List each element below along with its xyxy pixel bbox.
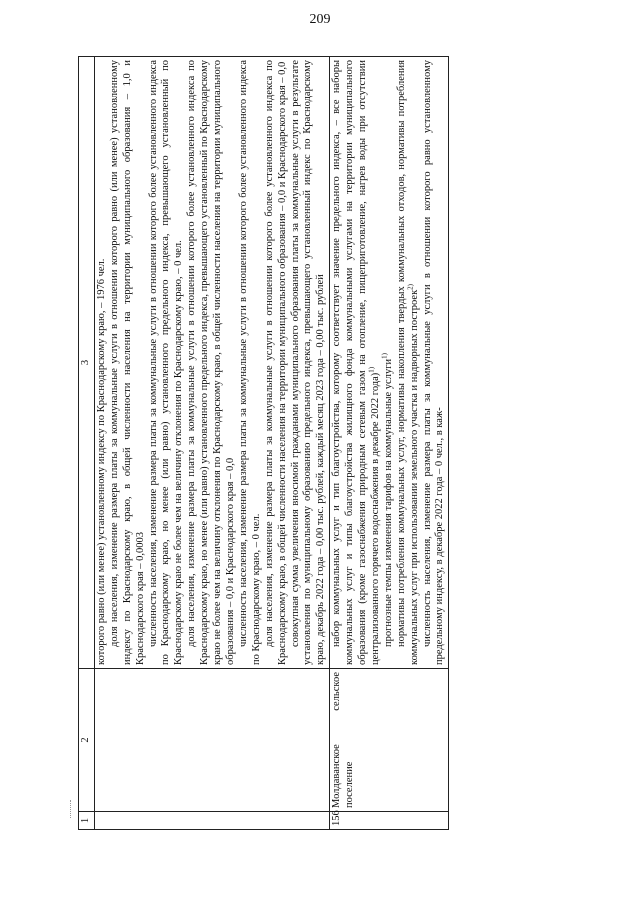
header-col-1: 1 xyxy=(79,812,95,830)
paragraph: численность населения, изменение размера платы за коммунальные услуги в отношении которого более установленного индекса по Краснодарскому краю, но менее (или равно) установленного предельного индекса, превышающего установленный по Краснодарскому краю не более чем на величину отклонения по Краснодарскому краю, – 0 чел. xyxy=(147,60,185,665)
rotated-table-container xyxy=(78,57,583,830)
paragraph: совокупная сумма увеличения вносимой гражданами муниципального образования платы за коммунальные услуги в результате установления по муниципальному образованию предельного индекса, превышающего установленный индекс по Краснодарскому краю, декабрь 2022 года – 0,00 тыс. рублей, каждый месяц 2023 года – 0,00 тыс. рублей xyxy=(289,60,327,665)
margin-mark xyxy=(70,800,81,818)
rotated-page-wrapper xyxy=(78,57,583,830)
footnote-marker: 2) xyxy=(406,283,415,290)
paragraph xyxy=(396,60,422,665)
table-row-continued xyxy=(94,57,329,830)
table-header-row xyxy=(79,57,95,830)
row-156-text-cell xyxy=(330,57,449,669)
continued-text-cell xyxy=(94,57,329,669)
header-col-2: 2 xyxy=(79,669,95,812)
header-col-3: 3 xyxy=(79,57,95,669)
footnote-marker: 1) xyxy=(380,353,389,359)
paragraph: доля населения, изменение размера платы за коммунальные услуги в отношении которого более установленного индекса по Краснодарскому краю, но менее (или равно) установленного предельного индекса, превышающего установленный по Краснодарскому краю не более чем на величину отклонения по Краснодарскому краю, в общей численности населения на территории муниципального образования – 0,0 и Краснодарского края – 0,0 xyxy=(186,60,236,665)
paragraph: численность населения, изменение размера платы за коммунальные услуги в отношении которого более установленного индекса по Краснодарскому краю, – 0 чел. xyxy=(237,60,262,665)
paragraph: доля населения, изменение размера платы за коммунальные услуги в отношении которого более установленного индекса по Краснодарскому краю, в общей численности населения на территории муниципального образования – 0,0 и Краснодарского края – 0,0 xyxy=(263,60,288,665)
page-number: 209 xyxy=(309,12,331,27)
paragraph: численность населения, изменение размера платы за коммунальные услуги в отношении которого равно установленному предельному индексу, в декабре 2022 года – 0 чел., в каж- xyxy=(421,60,446,665)
paragraph xyxy=(380,60,396,665)
continued-name-cell xyxy=(94,669,329,812)
municipality-name: Молдаванское сельское поселение xyxy=(330,669,449,812)
footnote-marker: 1) xyxy=(367,366,376,373)
paragraph xyxy=(331,60,383,665)
paragraph: которого равно (или менее) установленному индексу по Краснодарскому краю, – 1976 чел. xyxy=(95,258,107,665)
paragraph-text: набор коммунальных услуг и тип благоустройства, которому соответствует значение предельного индекса, – все наборы коммунальных услуг и типы благоустройства жилищного фонда коммунальными услугами на территории муниципального образования (кроме газоснабжения природным сетевым газом на отопление, пищеприготовление, нагрев воды при отсутствии централизованного горячего водоснабжения в декабре 2022 года) xyxy=(331,60,381,665)
paragraph-text: прогнозные темпы изменения тарифов на коммунальные услуги xyxy=(382,358,394,647)
row-number: 156 xyxy=(330,812,449,830)
continued-number-cell xyxy=(94,812,329,830)
paragraph-text: нормативы потребления коммунальных услуг, нормативы накопления твердых коммунальных отходов, нормативы потребления коммунальных услуг при использовании земельного участка и надворных построек xyxy=(395,60,420,665)
paragraph: доля населения, изменение размера платы за коммунальные услуги в отношении которого равно (или менее) установленному индексу по Краснодарскому краю, в общей численности населения на территории муниципального образования – 1,0 и Краснодарского края – 0,0003 xyxy=(108,60,146,665)
indices-table xyxy=(78,56,449,830)
table-row-156 xyxy=(330,57,449,830)
